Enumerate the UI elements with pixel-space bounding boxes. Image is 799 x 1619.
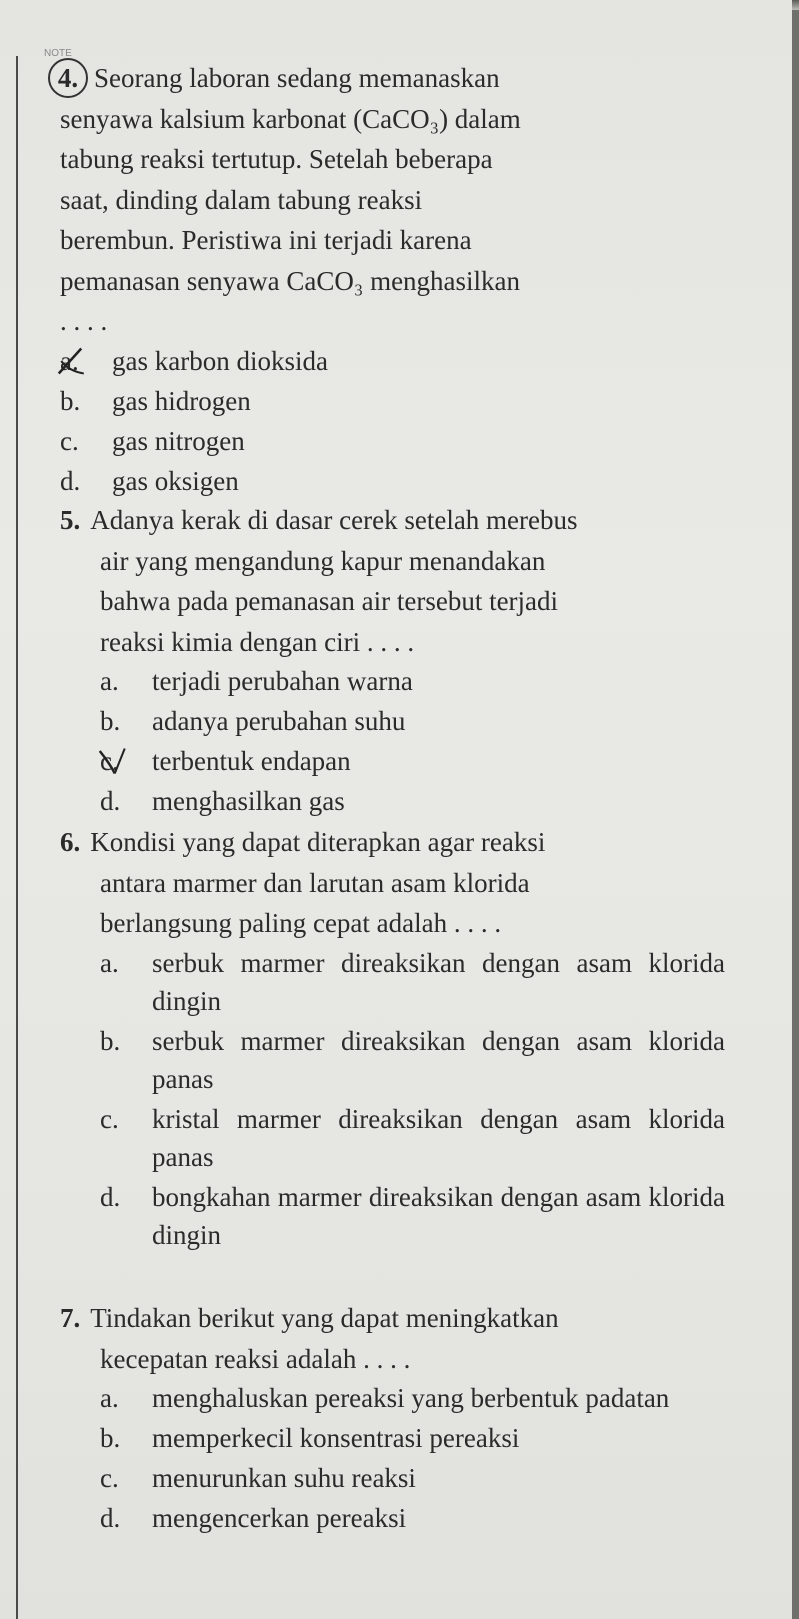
corner-note: NOTE bbox=[44, 48, 72, 59]
question-number: 7. bbox=[60, 1303, 81, 1333]
question-7 bbox=[60, 1298, 725, 1539]
question-stem: 6. Kondisi yang dapat diterapkan agar reaksi antara marmer dan larutan asam klorida berlangsung paling cepat adalah . . . . bbox=[60, 827, 546, 938]
option-a[interactable]: a. serbuk marmer direaksikan dengan asam klorida dingin bbox=[100, 947, 725, 1016]
option-c[interactable]: c. gas nitrogen bbox=[60, 425, 245, 456]
option-d[interactable]: d. gas oksigen bbox=[60, 465, 239, 496]
question-4 bbox=[57, 58, 720, 502]
check-mark-icon bbox=[94, 746, 128, 776]
option-c[interactable]: c. kristal marmer direaksikan dengan asam klorida panas bbox=[100, 1103, 725, 1172]
option-d[interactable]: d. mengencerkan pereaksi bbox=[100, 1503, 407, 1533]
option-c[interactable]: c. terbentuk endapan bbox=[100, 742, 725, 780]
option-c[interactable]: c. menurunkan suhu reaksi bbox=[100, 1463, 416, 1493]
option-a[interactable]: a. gas karbon dioksida bbox=[60, 342, 720, 380]
option-a[interactable]: a. menghaluskan pereaksi yang berbentuk padatan bbox=[100, 1383, 670, 1413]
option-b[interactable]: b. serbuk marmer direaksikan dengan asam klorida panas bbox=[100, 1025, 725, 1094]
question-6 bbox=[60, 822, 725, 1256]
question-stem: 5. Adanya kerak di dasar cerek setelah merebus air yang mengandung kapur menandakan bahwa pada pemanasan air tersebut terjadi reaksi kimia dengan ciri . . . . bbox=[60, 505, 578, 657]
check-mark-icon bbox=[52, 346, 88, 376]
option-b[interactable]: b. gas hidrogen bbox=[60, 385, 251, 416]
question-5 bbox=[60, 500, 725, 822]
option-a[interactable]: a. terjadi perubahan warna bbox=[100, 666, 413, 696]
option-d[interactable]: d. menghasilkan gas bbox=[100, 786, 345, 816]
question-number: 6. bbox=[60, 827, 81, 857]
options-list bbox=[100, 944, 725, 1254]
options-list bbox=[100, 662, 725, 820]
question-number: 5. bbox=[60, 505, 81, 535]
margin-line bbox=[16, 56, 18, 1619]
option-b[interactable]: b. adanya perubahan suhu bbox=[100, 706, 406, 736]
options-list bbox=[100, 1379, 725, 1537]
question-stem: 7. Tindakan berikut yang dapat meningkatkan kecepatan reaksi adalah . . . . bbox=[60, 1303, 559, 1374]
question-stem: 4. Seorang laboran sedang memanaskan senyawa kalsium karbonat (CaCO₃) dalam tabung reaksi tertutup. Setelah beberapa saat, dinding dalam tabung reaksi berembun. Peristiwa ini terjadi karena pemanasan senyawa CaCO₃ menghasilkan . . . . bbox=[60, 58, 720, 342]
question-number: 4. bbox=[48, 58, 88, 98]
options-list bbox=[60, 342, 720, 500]
option-b[interactable]: b. memperkecil konsentrasi pereaksi bbox=[100, 1423, 520, 1453]
option-d[interactable]: d. bongkahan marmer direaksikan dengan asam klorida dingin bbox=[100, 1181, 725, 1250]
